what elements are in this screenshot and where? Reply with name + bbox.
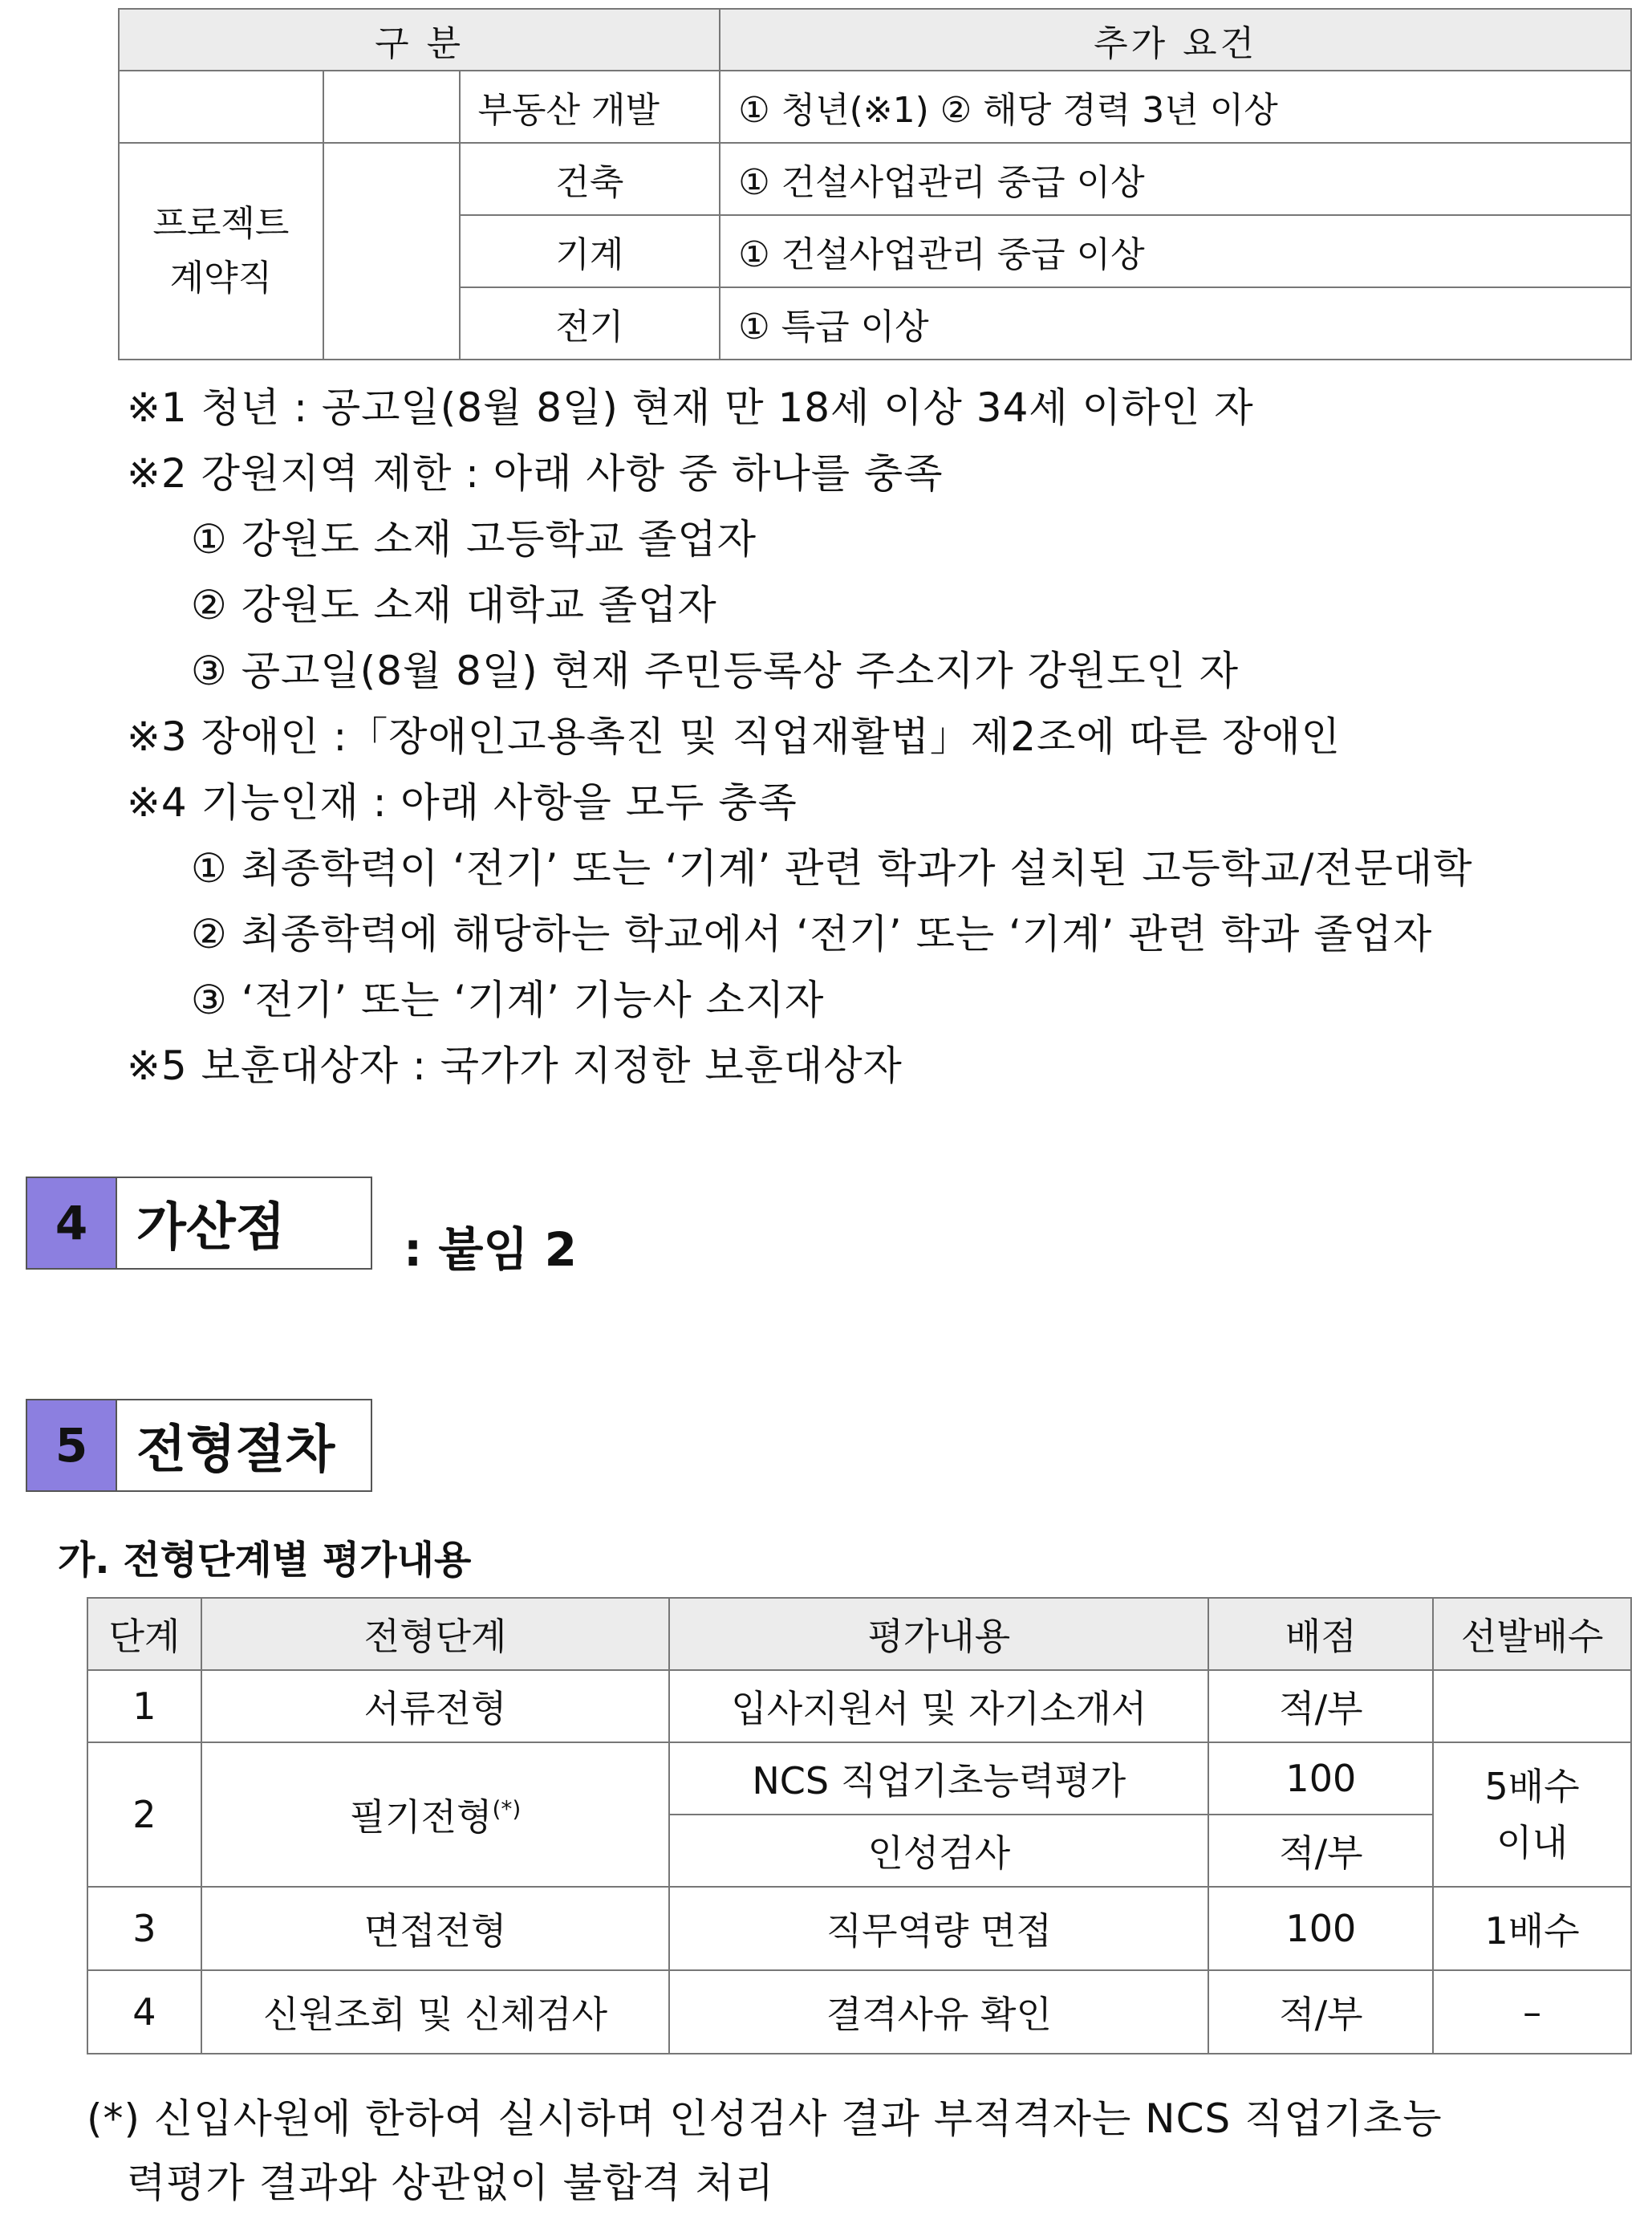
step-number: 3	[87, 1887, 201, 1970]
stage-table	[87, 1597, 1632, 2054]
row-requirement: ① 특급 이상	[720, 287, 1631, 360]
stage-multiple	[1433, 1670, 1631, 1742]
stage-score: 적/부	[1208, 1815, 1433, 1887]
section-4-reference: : 붙임 2	[404, 1222, 577, 1277]
empty-cell	[323, 71, 460, 143]
stage-name: 신원조회 및 신체검사	[201, 1970, 669, 2054]
stage-multiple: –	[1433, 1970, 1631, 2054]
group-label-line2: 계약직	[169, 258, 273, 299]
requirements-table	[118, 8, 1632, 360]
table-row	[87, 1887, 1631, 1970]
header-requirement: 추가 요건	[720, 9, 1631, 71]
section-title: 전형절차	[136, 1420, 335, 1480]
section-4-heading	[26, 1177, 372, 1270]
empty-cell	[323, 143, 460, 360]
row-requirement: ① 건설사업관리 중급 이상	[720, 143, 1631, 215]
stage-name: 서류전형	[201, 1670, 669, 1742]
header-step: 단계	[87, 1598, 201, 1670]
step-number: 2	[87, 1742, 201, 1887]
note-3: ※3 장애인 :「장애인고용촉진 및 직업재활법」제2조에 따른 장애인	[127, 713, 1341, 760]
footnote-line1: (*) 신입사원에 한하여 실시하며 인성검사 결과 부적격자는 NCS 직업기초능	[87, 2095, 1443, 2142]
header-category: 구 분	[119, 9, 720, 71]
group-label-line1: 프로젝트	[152, 203, 290, 244]
row-requirement: ① 건설사업관리 중급 이상	[720, 215, 1631, 287]
row-category: 전기	[460, 287, 720, 360]
stage-multiple	[1433, 1742, 1631, 1887]
note-1: ※1 청년 : 공고일(8월 8일) 현재 만 18세 이상 34세 이하인 자	[127, 384, 1254, 431]
section-title: 가산점	[136, 1198, 286, 1258]
section-5-heading	[26, 1399, 372, 1492]
stage-content: NCS 직업기초능력평가	[669, 1742, 1208, 1815]
header-stage: 전형단계	[201, 1598, 669, 1670]
note-2-item-2: ② 강원도 소재 대학교 졸업자	[191, 582, 717, 628]
stage-content: 입사지원서 및 자기소개서	[669, 1670, 1208, 1742]
requirements-header-row	[119, 9, 1631, 71]
stage-content: 인성검사	[669, 1815, 1208, 1887]
subheading: 가. 전형단계별 평가내용	[58, 1538, 472, 1583]
table-row	[119, 71, 1631, 143]
stage-score: 적/부	[1208, 1970, 1433, 2054]
header-score: 배점	[1208, 1598, 1433, 1670]
stage-header-row	[87, 1598, 1631, 1670]
row-category: 건축	[460, 143, 720, 215]
empty-cell	[119, 71, 323, 143]
note-4-item-3: ③ ‘전기’ 또는 ‘기계’ 기능사 소지자	[191, 977, 825, 1023]
section-number: 4	[27, 1178, 117, 1268]
stage-multiple: 1배수	[1433, 1887, 1631, 1970]
table-row	[87, 1970, 1631, 2054]
note-5: ※5 보훈대상자 : 국가가 지정한 보훈대상자	[127, 1042, 903, 1089]
section-number: 5	[27, 1400, 117, 1490]
footnote-line2: 력평가 결과와 상관없이 불합격 처리	[127, 2160, 775, 2206]
header-content: 평가내용	[669, 1598, 1208, 1670]
table-row	[87, 1742, 1631, 1815]
footnote	[87, 2087, 1443, 2215]
note-4-item-2: ② 최종학력에 해당하는 학교에서 ‘전기’ 또는 ‘기계’ 관련 학과 졸업자	[191, 911, 1433, 957]
stage-footnote-mark: (*)	[492, 1795, 522, 1823]
stage-content: 직무역량 면접	[669, 1887, 1208, 1970]
row-category: 기계	[460, 215, 720, 287]
header-multiple: 선발배수	[1433, 1598, 1631, 1670]
step-number: 1	[87, 1670, 201, 1742]
stage-score: 100	[1208, 1742, 1433, 1815]
note-4: ※4 기능인재 : 아래 사항을 모두 충족	[127, 779, 798, 826]
stage-name	[201, 1742, 669, 1887]
stage-multiple-line2: 이내	[1496, 1821, 1569, 1864]
stage-content: 결격사유 확인	[669, 1970, 1208, 2054]
group-label	[119, 143, 323, 360]
stage-name-text: 필기전형	[349, 1795, 493, 1839]
row-category: 부동산 개발	[460, 71, 720, 143]
note-2-item-1: ① 강원도 소재 고등학교 졸업자	[191, 516, 757, 563]
table-row	[87, 1670, 1631, 1742]
row-requirement: ① 청년(※1) ② 해당 경력 3년 이상	[720, 71, 1631, 143]
stage-score: 적/부	[1208, 1670, 1433, 1742]
table-row	[119, 143, 1631, 215]
note-4-item-1: ① 최종학력이 ‘전기’ 또는 ‘기계’ 관련 학과가 설치된 고등학교/전문대학	[191, 845, 1473, 892]
note-2: ※2 강원지역 제한 : 아래 사항 중 하나를 충족	[127, 450, 944, 497]
step-number: 4	[87, 1970, 201, 2054]
stage-name: 면접전형	[201, 1887, 669, 1970]
stage-multiple-line1: 5배수	[1484, 1765, 1580, 1808]
stage-score: 100	[1208, 1887, 1433, 1970]
note-2-item-3: ③ 공고일(8월 8일) 현재 주민등록상 주소지가 강원도인 자	[191, 648, 1240, 694]
